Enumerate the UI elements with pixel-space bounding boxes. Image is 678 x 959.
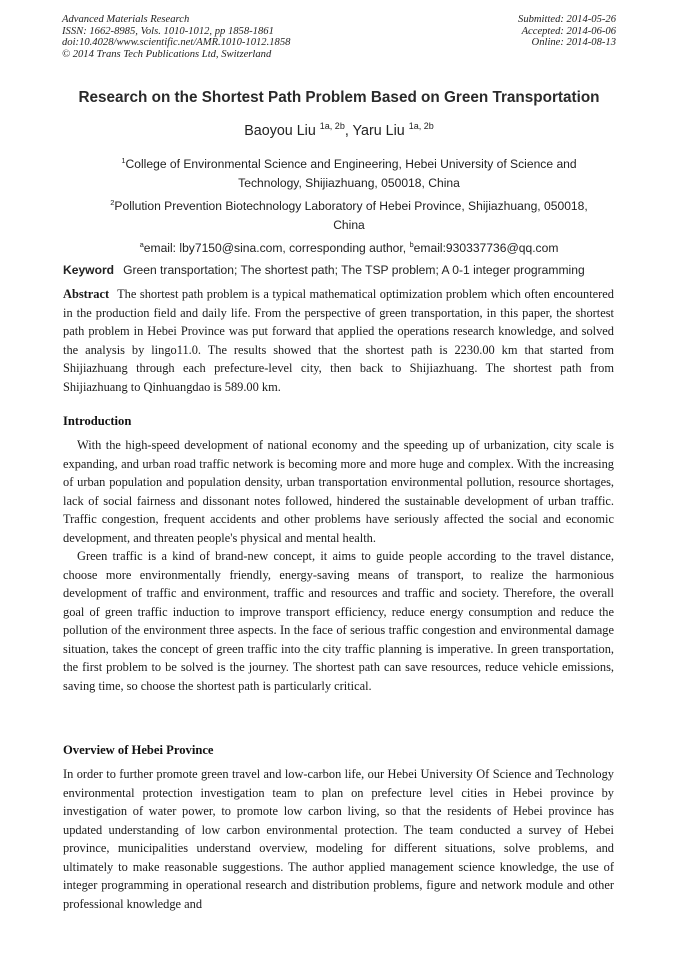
keyword-text: Green transportation; The shortest path; The TSP problem; A 0-1 integer programming xyxy=(123,263,585,277)
accepted-date: Accepted: 2014-06-06 xyxy=(521,25,616,37)
keyword-label: Keyword xyxy=(63,263,115,277)
email-line xyxy=(90,235,608,258)
email-marker: b xyxy=(409,240,414,249)
email-a: email: lby7150@sina.com, corresponding author, xyxy=(143,241,410,255)
copyright-line: © 2014 Trans Tech Publications Ltd, Switzerland xyxy=(62,48,272,60)
author-list xyxy=(40,121,638,139)
affiliation-marker: 1 xyxy=(121,156,126,165)
issn-line: ISSN: 1662-8985, Vols. 1010-1012, pp 1858-1861 xyxy=(62,25,274,37)
submitted-date: Submitted: 2014-05-26 xyxy=(518,14,616,25)
paper-title: Research on the Shortest Path Problem Based on Green Transportation xyxy=(78,89,600,106)
affiliation-2-line-2: China xyxy=(333,218,365,232)
abstract xyxy=(63,285,614,396)
affiliation-text: Pollution Prevention Biotechnology Laboratory of Hebei Province, Shijiazhuang, 050018, xyxy=(114,199,588,213)
section-heading-overview: Overview of Hebei Province xyxy=(63,743,214,757)
author-name: Yaru Liu xyxy=(352,123,405,139)
abstract-label: Abstract xyxy=(63,287,110,301)
journal-name: Advanced Materials Research xyxy=(62,14,190,25)
introduction-body xyxy=(63,436,614,695)
affiliation-1-line-2: Technology, Shijiazhuang, 050018, China xyxy=(238,176,460,190)
affiliations xyxy=(90,151,608,258)
affiliation-2-line-1 xyxy=(90,193,608,216)
online-date: Online: 2014-08-13 xyxy=(531,37,616,49)
author-affiliation-marker: 1a, 2b xyxy=(408,121,434,131)
doi-line: doi:10.4028/www.scientific.net/AMR.1010-1012.1858 xyxy=(62,37,291,49)
paragraph: Green traffic is a kind of brand-new concept, it aims to guide people according to the travel distance, choose more environmentally friendly, energy-saving means of transport, to realize the harmonious development of traffic and environment, traffic and resources and traffic and society. Therefore, the overall goal of green traffic induction to improve transport efficiency, reduce energy consumption and reduce the pollution of the environment three aspects. In the face of serious traffic congestion and environmental damage situation, takes the concept of green traffic into the city traffic planning is imperative. In green transportation, the first problem to be solved is the journey. The shortest path can save resources, reduce vehicle emissions, saving time, so choose the shortest path is particularly critical. xyxy=(63,549,614,693)
section-heading-introduction: Introduction xyxy=(63,414,132,428)
abstract-text: The shortest path problem is a typical mathematical optimization problem which often encountered in the production field and daily life. From the perspective of green transportation, in this paper, the shortest path problem in Hebei Province was put forward that applied the operations research knowledge, and solved the analysis by lingo11.0. The results showed that the shortest path is 2230.00 km that started from Shijiazhuang through each prefecture-level city, then back to Shijiazhuang. The shortest path from Shijiazhuang to Qinhuangdao is 589.00 km. xyxy=(63,287,614,394)
journal-info xyxy=(62,14,290,60)
affiliation-1-line-1 xyxy=(90,151,608,174)
submission-dates xyxy=(518,14,616,49)
author-separator: , xyxy=(344,123,353,139)
email-b: email:930337736@qq.com xyxy=(413,241,559,255)
overview-body xyxy=(63,765,614,913)
author-name: Baoyou Liu xyxy=(244,123,316,139)
paragraph: With the high-speed development of national economy and the speeding up of urbanization, city scale is expanding, and urban road traffic network is becoming more and more huge and complex. With the increasing of urban population and population density, urban transportation environmental pollution, resource shortages, lack of social fairness and dissonant notes followed, hindered the sustainable development of urban traffic. Traffic congestion, frequent accidents and other problems have seriously affected the social and economic development, and threaten people's physical and mental health. xyxy=(63,438,614,545)
email-marker: a xyxy=(139,240,144,249)
paragraph: In order to further promote green travel and low-carbon life, our Hebei University Of Science and Technology environmental protection investigation team to plan on prefecture level cities in Hebei province by investigation of water power, to promote low carbon living, so that the residents of Hebei province has updated understanding of low carbon environmental protection. The team conducted a survey of Hebei province, municipalities understand overview, modeling for different situations, solve problems, and ultimately to make reasonable suggestions. The author applied management science knowledge, the use of integer programming in operational research and distribution problems, figure and network module and other professional knowledge and xyxy=(63,767,614,911)
author-affiliation-marker: 1a, 2b xyxy=(319,121,345,131)
affiliation-marker: 2 xyxy=(110,198,115,207)
keywords xyxy=(63,263,585,277)
affiliation-text: College of Environmental Science and Engineering, Hebei University of Science and xyxy=(125,157,577,171)
